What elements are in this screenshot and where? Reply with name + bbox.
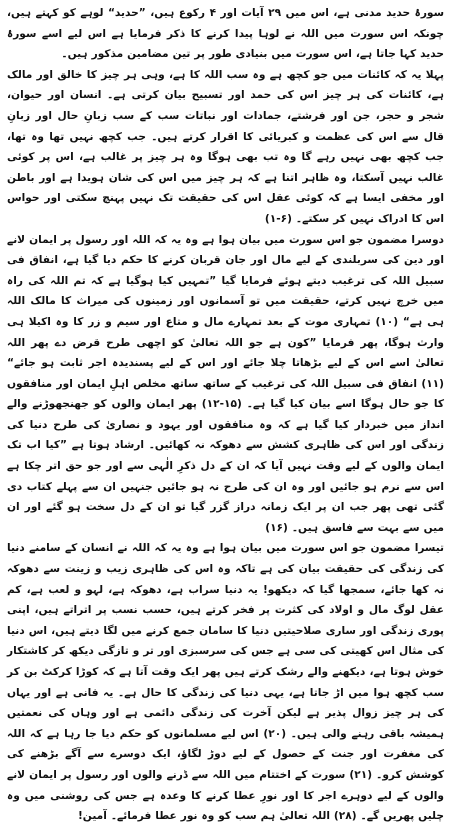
paragraph-first-theme: پہلا یہ کہ کائنات میں جو کچھ ہے وہ سب اللہ کا ہے، وہی ہر چیز کا خالق اور مالک ہے، کائنات کی ہر چیز اس کی حمد اور تسبیح بیان کرتی ہے۔ انسان اور حیوان، شجر و حجر، جن اور فرشتے، جمادات اور نباتات سب کے سب زبانِ حال اور زبانِ قال سے اس کی عظمت و کبریائی کا اقرار کرتے ہیں۔ جب کچھ نہیں تھا وہ تھا، جب کچھ بھی نہیں رہے گا وہ تب بھی ہوگا وہ ہر چیز پر غالب ہے، اس پر کوئی غالب نہیں آسکتا، وہ ظاہر اتنا ہے کہ ہر چیز میں اس کی شان ہویدا ہے اور باطن اور مخفی ایسا ہے کہ کوئی عقل اس کی حقیقت تک نہیں پہنچ سکتی اور حواس اس کا ادراک نہیں کر سکتے۔ (۶-۱) <box>7 68 444 225</box>
paragraph-third-theme: تیسرا مضمون جو اس سورت میں بیان ہوا ہے وہ یہ کہ اللہ نے انسان کے سامنے دنیا کی زندگی کی حقیقت بیان کی ہے تاکہ وہ اس کی ظاہری زیب و زینت سے دھوکہ نہ کھا جائے، سمجھا گیا کہ دیکھو! یہ دنیا سراب ہے، دھوکہ ہے، لہو و لعب ہے، کم عقل لوگ مال و اولاد کی کثرت پر فخر کرتے ہیں، حسب نسب پر اتراتے ہیں، اپنی پوری زندگی اور ساری صلاحیتیں دنیا کا سامان جمع کرنے میں لگا دیتے ہیں، اس دنیا کی مثال اس کھیتی کی سی ہے جس کی سرسبزی اور تر و تازگی دیکھ کر کاشتکار خوش ہوتا ہے، دیکھنے والے رشک کرتے ہیں پھر ایک وقت آتا ہے کہ کوڑا کرکٹ بن کر سب کچھ ہوا میں اڑ جاتا ہے، یہی دنیا کی زندگی کا حال ہے۔ یہ فانی ہے اور یہاں کی ہر چیز زوال پذیر ہے لیکن آخرت کی زندگی دائمی ہے اور وہاں کی نعمتیں ہمیشہ باقی رہنے والی ہیں۔ (۲۰) اس لیے مسلمانوں کو حکم دیا جا رہا ہے کہ اللہ کی مغفرت اور جنت کے حصول کے لیے دوڑ لگاؤ، ایک دوسرے سے آگے بڑھنے کی کوشش کرو۔ (۲۱) سورت کے اختتام میں اللہ سے ڈرنے والوں اور رسول پر ایمان لانے والوں کے لیے دوہرے اجر کا اور نورِ عطا کرنے کا وعدہ ہے جس کی روشنی میں وہ چلیں پھریں گے۔ (۲۸) اللہ تعالیٰ ہم سب کو وہ نور عطا فرمائے۔ آمین! <box>7 542 444 823</box>
paragraph-intro: سورۂ حدید مدنی ہے، اس میں ۲۹ آیات اور ۴ رکوع ہیں، ”حدید“ لوہے کو کہتے ہیں، چونکہ اس سورت میں اللہ نے لوہا پیدا کرنے کا ذکر فرمایا ہے اس لیے اسے سورۂ حدید کہا جاتا ہے، اس سورت میں بنیادی طور پر تین مضامین مذکور ہیں۔ <box>7 7 444 61</box>
paragraph-second-theme: دوسرا مضمون جو اس سورت میں بیان ہوا ہے وہ یہ کہ اللہ اور رسول پر ایمان لانے اور دین کی سربلندی کے لیے مال اور جان قربان کرنے کا حکم دیا گیا ہے، انفاق فی سبیل اللہ کی ترغیب دیتے ہوئے فرمایا گیا ”تمہیں کیا ہوگیا ہے کہ تم اللہ کی راہ میں خرچ نہیں کرتے، حقیقت میں تو آسمانوں اور زمینوں کی میراث کا مالک اللہ ہی ہے“ (۱۰) تمہاری موت کے بعد تمہارے مال و متاع اور سیم و زر کا وہ اکیلا ہی وارث ہوگا، پھر فرمایا ”کون ہے جو اللہ تعالیٰ کو اچھی طرح قرض دے پھر اللہ تعالیٰ اسے اس کے لیے بڑھاتا چلا جائے اور اس کے لیے پسندیدہ اجر ثابت ہو جائے“ (۱۱) انفاق فی سبیل اللہ کی ترغیب کے ساتھ ساتھ مخلص اہلِ ایمان اور منافقوں کا جو حال ہوگا اسے بیان کیا گیا ہے۔ (۱۵-۱۲) پھر ایمان والوں کو جھنجھوڑنے والے انداز میں خبردار کیا گیا ہے کہ وہ منافقوں اور یہود و نصاریٰ کی طرح دنیا کی زندگی اور اس کی ظاہری کشش سے دھوکہ نہ کھائیں۔ ارشاد ہوتا ہے ”کیا اب تک ایمان والوں کے لیے وقت نہیں آیا کہ ان کے دل ذکرِ الٰہی سے اور جو حق اتر چکا ہے اس سے نرم ہو جائیں اور وہ ان کی طرح نہ ہو جائیں جنہیں ان سے پہلے کتاب دی گئی تھی پھر جب ان پر ایک زمانہ دراز گزر گیا تو ان کے دل سخت ہو گئے اور ان میں سے بہت سے فاسق ہیں۔ (۱۶) <box>7 233 444 534</box>
